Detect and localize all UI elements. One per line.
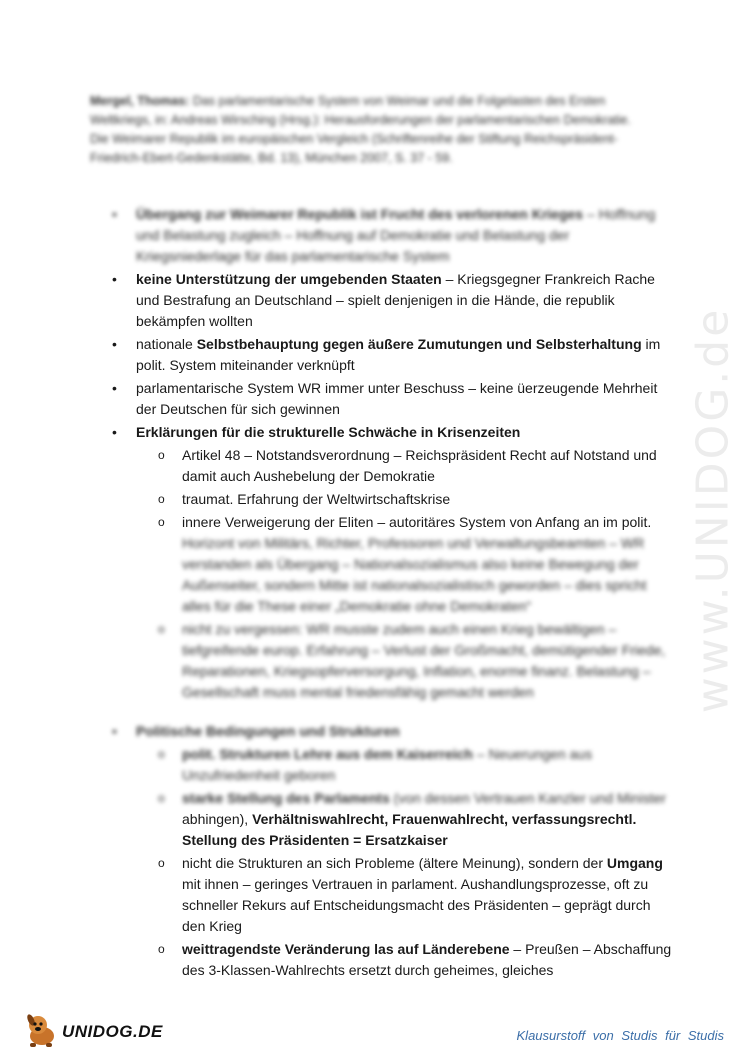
item-bold: Politische Bedingungen und Strukturen [136, 723, 400, 739]
sub-list-item [112, 788, 672, 851]
reference-author: Mergel, Thomas: [90, 94, 190, 108]
sub-bullet-icon: o [158, 942, 165, 956]
item-bold: starke Stellung des Parlaments [182, 790, 390, 806]
item-text: mit ihnen – geringes Vertrauen in parlament. Aushandlungsprozesse, oft zu schneller Rekurs auf Entscheidungsmacht des Präsidenten – geprägt durch den Krieg [182, 876, 651, 934]
item-bold: Verhältniswahlrecht, Frauenwahlrecht, verfassungsrechtl. Stellung des Präsidenten = Ersatzkaiser [182, 811, 637, 848]
reference-paragraph [90, 92, 650, 168]
notes-body [112, 204, 672, 983]
bullet-icon: • [112, 723, 117, 739]
item-text: innere Verweigerung der Eliten – autoritäres System von Anfang an im polit. [182, 514, 652, 530]
item-bold: Umgang [606, 855, 663, 871]
list-item [112, 721, 672, 742]
item-text: nicht die Strukturen an sich Probleme (ältere Meinung), sondern der [182, 855, 607, 871]
item-text: nicht zu vergessen: WR musste zudem auch einen Krieg bewältigen – tiefgreifende europ. Erfahrung – Verlust der Großmacht, demütigender Friede, Reparationen, Kriegsopferversorgung, Inflation, enorme finanz. Belastung – Gesellschaft muss mental friedensfähig gemacht werden [182, 621, 666, 700]
logo-text: UNIDOG.DE [62, 1022, 163, 1041]
sub-list-item [112, 853, 672, 937]
sub-list-item [112, 445, 672, 487]
list-item [112, 334, 672, 376]
spacer [112, 705, 672, 721]
item-text: parlamentarische System WR immer unter Beschuss – keine üerzeugende Mehrheit der Deutschen für sich gewinnen [136, 380, 658, 417]
bullet-icon: • [112, 336, 117, 352]
bullet-icon: • [112, 206, 117, 222]
item-text: – Kriegsgegner Frankreich Rache und Bestrafung an Deutschland – spielt denjenigen in die Hände, die republik bekämpfen wollten [136, 271, 655, 329]
item-text: abhingen), [182, 811, 253, 827]
watermark [688, 280, 738, 740]
sub-list-item [112, 619, 672, 703]
dog-mascot-icon [22, 1010, 62, 1050]
item-text [182, 809, 672, 851]
item-bold: keine Unterstützung der umgebenden Staaten [136, 271, 442, 287]
list-item [112, 378, 672, 420]
sub-bullet-icon: o [158, 791, 165, 805]
item-text: Artikel 48 – Notstandsverordnung – Reichspräsident Recht auf Notstand und damit auch Aushebelung der Demokratie [182, 447, 657, 484]
item-text: – Preußen – Abschaffung des 3-Klassen-Wahlrechts ersetzt durch geheimes, gleiches [182, 941, 672, 978]
sub-bullet-icon: o [158, 448, 165, 462]
watermark-text: www.UNIDOG.de [688, 306, 738, 714]
item-bold: Erklärungen für die strukturelle Schwäche in Krisenzeiten [136, 424, 521, 440]
sub-bullet-icon: o [158, 622, 165, 636]
sub-list-item [112, 744, 672, 786]
sub-bullet-icon: o [158, 856, 165, 870]
item-bold: Übergang zur Weimarer Republik ist Frucht des verlorenen Krieges [136, 206, 584, 222]
sub-list-item [112, 512, 672, 617]
bullet-icon: • [112, 424, 117, 440]
item-text: – Hoffnung und Belastung zugleich – Hoffnung auf Demokratie und Belastung der Kriegsniederlage für das parlamentarische System [136, 206, 656, 264]
list-item [112, 269, 672, 332]
sub-list-item [112, 939, 672, 981]
sub-list-item [112, 489, 672, 510]
reference-text: Das parlamentarische System von Weimar und die Folgelasten des Ersten Weltkriegs, in: Andreas Wirsching (Hrsg.): Herausforderungen der parlamentarischen Demokratie. Die Weimarer Republik im europäischen Vergleich (Schriftenreihe der Stiftung Reichspräsident-Friedrich-Ebert-Gedenkstätte, Bd. 13), München 2007, S. 37 - 59. [90, 94, 631, 165]
item-text: (von dessen Vertrauen Kanzler und Minister [389, 790, 667, 806]
bullet-list [112, 204, 672, 981]
sub-bullet-icon: o [158, 492, 165, 506]
item-text: im polit. System miteinander verknüpft [136, 336, 661, 373]
item-text-blurred: Horizont von Militärs, Richter, Professoren und Verwaltungsbeamten – WR verstanden als Übergang – Nationalsozialismus also keine Bewegung der Außenseiter, sondern Mitte ist nationalsozialistisch geworden – dies spricht alles für die These einer „Demokratie ohne Demokraten“ [182, 535, 647, 614]
unidog-logo[interactable] [22, 1010, 182, 1050]
item-bold: polit. Strukturen Lehre aus dem Kaiserreich [182, 746, 473, 762]
item-text-blurred [182, 788, 672, 809]
item-text: nationale [136, 336, 197, 352]
footer-tagline: Klausurstoff von Studis für Studis [516, 1028, 724, 1043]
item-text: traumat. Erfahrung der Weltwirtschaftskrise [182, 491, 451, 507]
list-item [112, 204, 672, 267]
bullet-icon: • [112, 271, 117, 287]
sub-bullet-icon: o [158, 747, 165, 761]
bullet-icon: • [112, 380, 117, 396]
item-bold: Selbstbehauptung gegen äußere Zumutungen und Selbsterhaltung [196, 336, 642, 352]
sub-bullet-icon: o [158, 515, 165, 529]
list-item [112, 422, 672, 443]
item-bold: weittragendste Veränderung las auf Länderebene [182, 941, 510, 957]
item-text: – Neuerungen aus Unzufriedenheit geboren [182, 746, 593, 783]
